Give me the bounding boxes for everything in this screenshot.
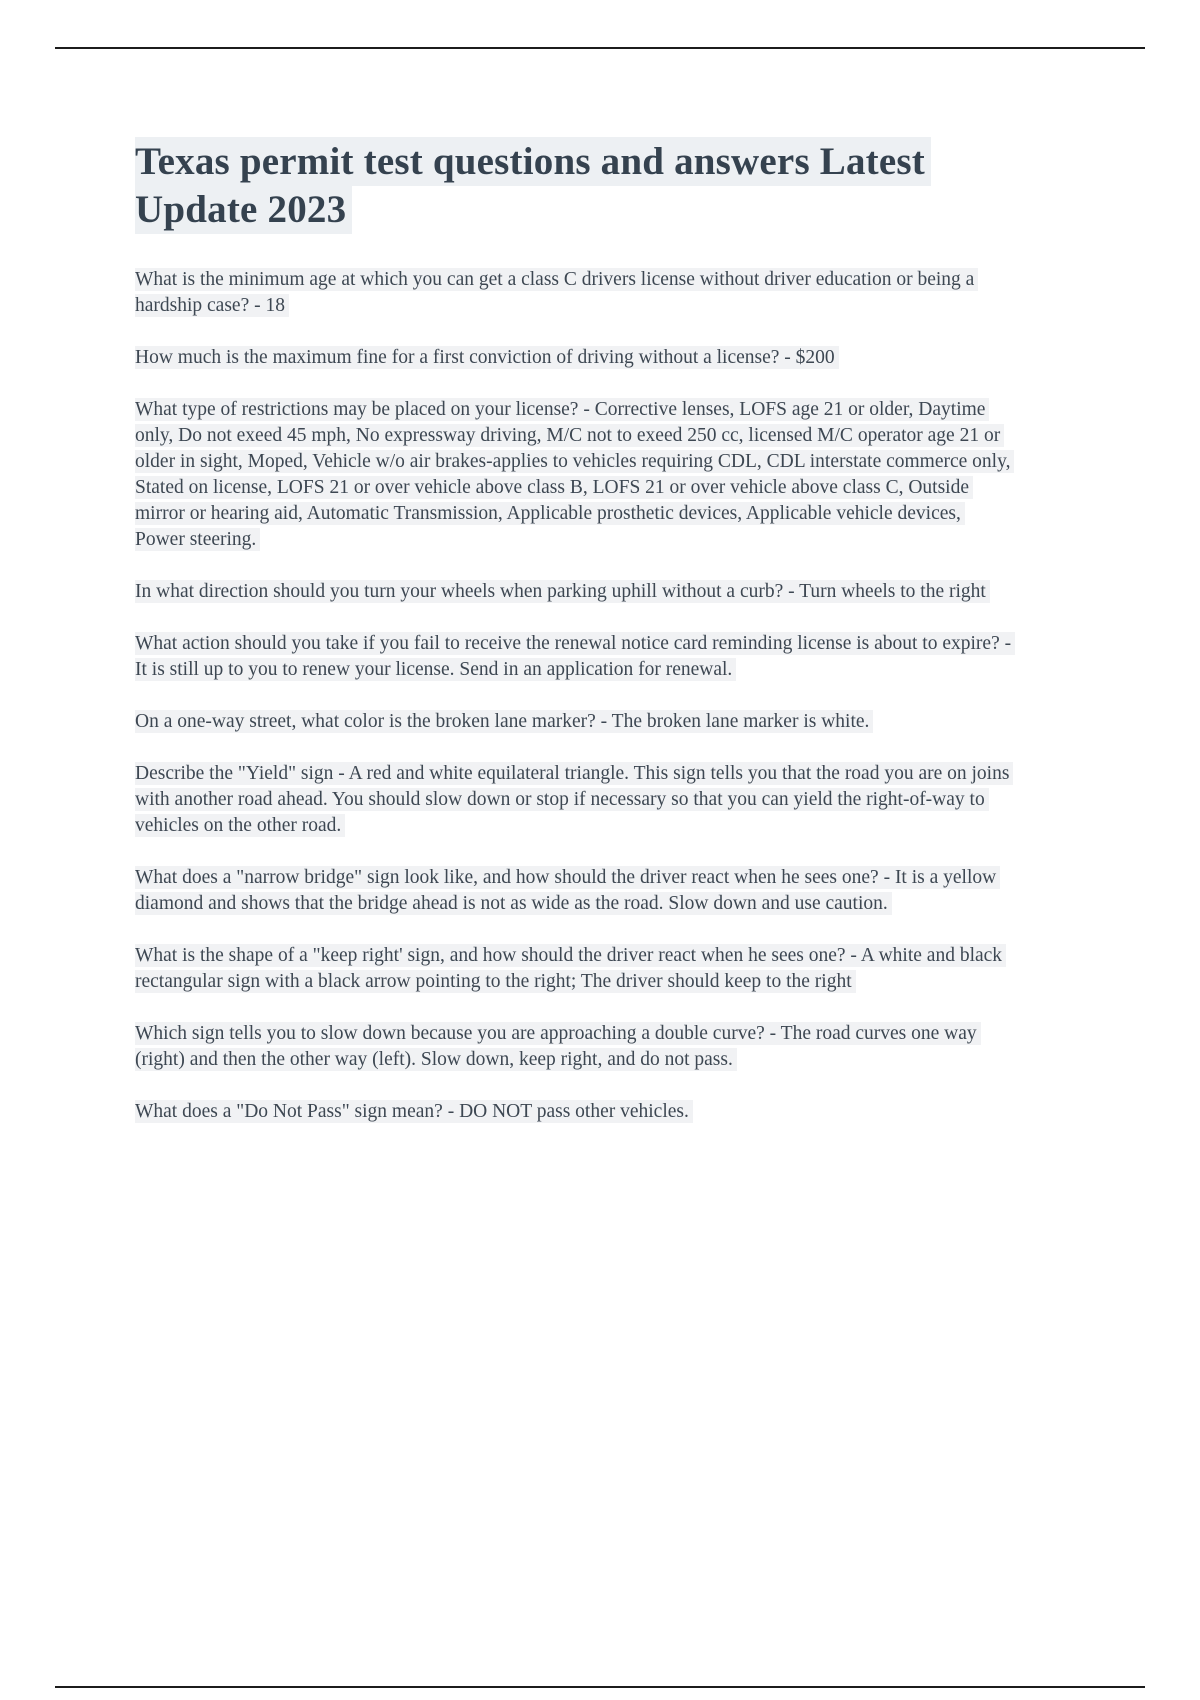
bottom-rule (55, 1686, 1145, 1688)
qa-text: What type of restrictions may be placed on your license? - Corrective lenses, LOFS age 21 or older, Daytime only, Do not exeed 45 mph, No expressway driving, M/C not to exeed 250 cc, licensed M/C operator age 21 or older in sight, Moped, Vehicle w/o air brakes-applies to vehicles requiring CDL, CDL interstate commerce only, Stated on license, LOFS 21 or over vehicle above class B, LOFS 21 or over vehicle above class C, Outside mirror or hearing aid, Automatic Transmission, Applicable prosthetic devices, Applicable vehicle devices, Power steering. (135, 398, 1014, 551)
qa-text: What is the shape of a "keep right' sign, and how should the driver react when he sees one? - A white and black rectangular sign with a black arrow pointing to the right; The driver should keep to the right (135, 944, 1006, 993)
page-title (135, 138, 1013, 233)
top-rule (55, 47, 1145, 49)
qa-paragraph (135, 709, 1013, 735)
qa-text: How much is the maximum fine for a first conviction of driving without a license? - $200 (135, 346, 839, 369)
page-title-text: Texas permit test questions and answers Latest Update 2023 (135, 137, 931, 234)
qa-paragraph (135, 1021, 1013, 1073)
qa-text: What does a "Do Not Pass" sign mean? - DO NOT pass other vehicles. (135, 1100, 693, 1123)
qa-text: What action should you take if you fail to receive the renewal notice card reminding license is about to expire? - It is still up to you to renew your license. Send in an application for renewal. (135, 632, 1015, 681)
qa-text: What is the minimum age at which you can get a class C drivers license without driver education or being a hardship case? - 18 (135, 268, 978, 317)
qa-paragraph (135, 397, 1013, 553)
qa-text: Which sign tells you to slow down because you are approaching a double curve? - The road curves one way (right) and then the other way (left). Slow down, keep right, and do not pass. (135, 1022, 981, 1071)
qa-paragraph (135, 579, 1013, 605)
qa-paragraph (135, 865, 1013, 917)
qa-text: On a one-way street, what color is the broken lane marker? - The broken lane marker is white. (135, 710, 873, 733)
qa-paragraph (135, 267, 1013, 319)
document-content (135, 138, 1013, 1151)
qa-paragraph (135, 631, 1013, 683)
qa-text: Describe the "Yield" sign - A red and white equilateral triangle. This sign tells you that the road you are on joins with another road ahead. You should slow down or stop if necessary so that you can yield the right-of-way to vehicles on the other road. (135, 762, 1013, 837)
qa-paragraph (135, 943, 1013, 995)
qa-text: What does a "narrow bridge" sign look like, and how should the driver react when he sees one? - It is a yellow diamond and shows that the bridge ahead is not as wide as the road. Slow down and use caution. (135, 866, 1000, 915)
qa-paragraph (135, 345, 1013, 371)
qa-paragraph (135, 761, 1013, 839)
qa-text: In what direction should you turn your wheels when parking uphill without a curb? - Turn wheels to the right (135, 580, 990, 603)
qa-paragraph (135, 1099, 1013, 1125)
